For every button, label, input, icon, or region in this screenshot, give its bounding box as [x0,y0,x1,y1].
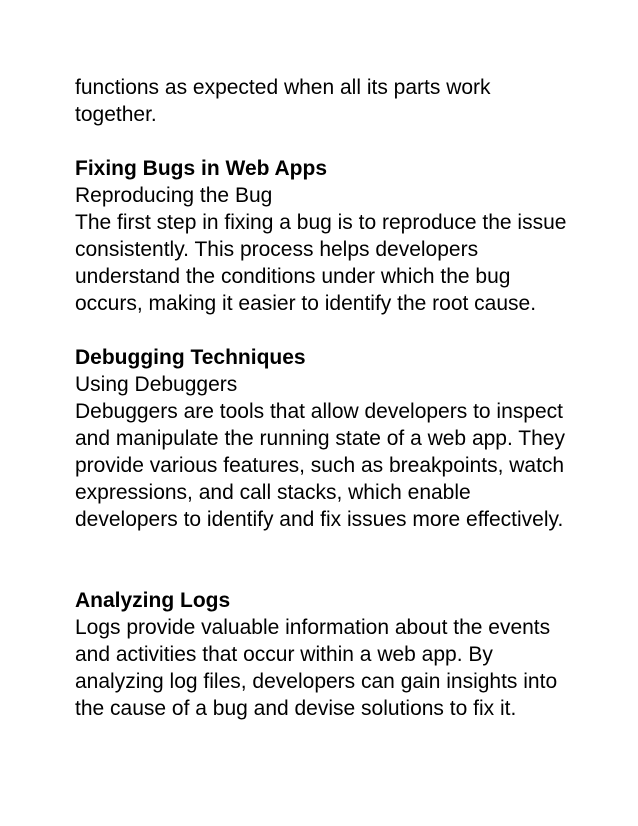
paragraph-line: The first step in fixing a bug is to reproduce the issue [75,211,567,234]
section-debugging-techniques [75,344,575,533]
paragraph-spacer [75,128,575,155]
section-fixing-bugs [75,155,575,317]
section-heading: Debugging Techniques [75,346,306,369]
paragraph-line: analyzing log files, developers can gain insights into [75,670,558,693]
paragraph-line: provide various features, such as breakpoints, watch [75,454,565,477]
paragraph-line: functions as expected when all its parts work [75,76,491,99]
paragraph-line: expressions, and call stacks, which enable [75,481,471,504]
paragraph-line: Debuggers are tools that allow developers to inspect [75,400,563,423]
paragraph-spacer [75,317,575,344]
paragraph-line: Logs provide valuable information about the events [75,616,551,639]
paragraph-line: occurs, making it easier to identify the root cause. [75,292,537,315]
section-subheading: Reproducing the Bug [75,184,273,207]
paragraph-line: and manipulate the running state of a web app. They [75,427,565,450]
intro-paragraph [75,74,575,128]
section-analyzing-logs [75,587,575,722]
paragraph-line: the cause of a bug and devise solutions to fix it. [75,697,517,720]
paragraph-line: and activities that occur within a web app. By [75,643,493,666]
paragraph-line: consistently. This process helps developers [75,238,479,261]
section-heading: Fixing Bugs in Web Apps [75,157,327,180]
paragraph-line: developers to identify and fix issues more effectively. [75,508,564,531]
paragraph-spacer [75,533,575,587]
paragraph-line: together. [75,103,157,126]
paragraph-line: understand the conditions under which the bug [75,265,511,288]
document-body [75,74,575,722]
section-subheading: Using Debuggers [75,373,238,396]
section-heading: Analyzing Logs [75,589,231,612]
